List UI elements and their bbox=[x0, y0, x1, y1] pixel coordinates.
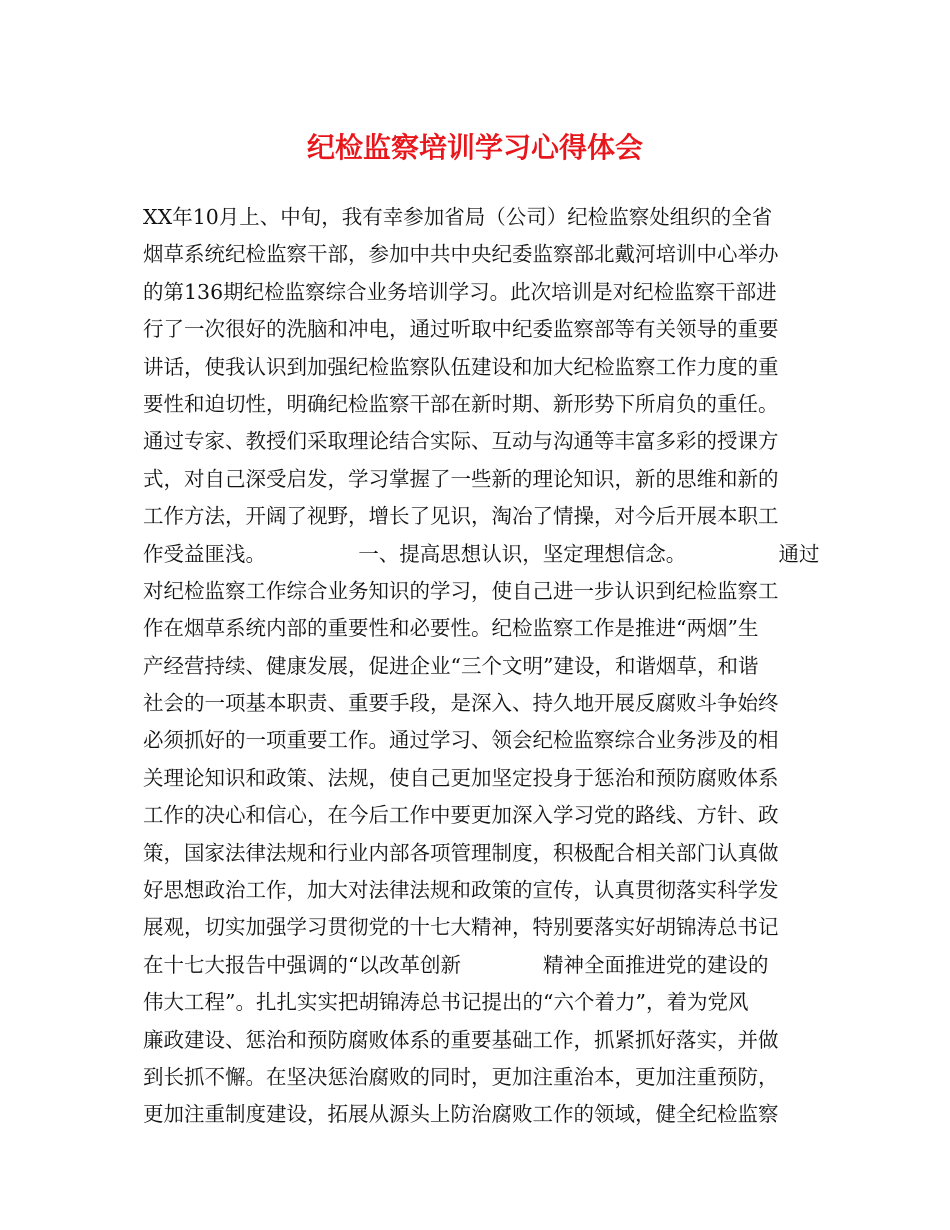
body-line: 讲话，使我认识到加强纪检监察队伍建设和加大纪检监察工作力度的重 bbox=[143, 354, 779, 379]
body-line: 对纪检监察工作综合业务知识的学习，使自己进一步认识到纪检监察工 bbox=[143, 578, 779, 603]
document-title: 纪检监察培训学习心得体会 bbox=[306, 131, 643, 164]
body-line: 产经营持续、健康发展，促进企业“三个文明”建设，和谐烟草，和谐 bbox=[143, 653, 759, 678]
body-line: 式，对自己深受启发，学习掌握了一些新的理论知识，新的思维和新的 bbox=[143, 466, 779, 491]
body-line: 展观，切实加强学习贯彻党的十七大精神，特别要落实好胡锦涛总书记 bbox=[143, 915, 779, 940]
body-line: 行了一次很好的洗脑和冲电，通过听取中纪委监察部等有关领导的重要 bbox=[143, 317, 779, 342]
body-line: 必须抓好的一项重要工作。通过学习、领会纪检监察综合业务涉及的相 bbox=[143, 728, 779, 753]
body-line: 在十七大报告中强调的“以改革创新 精神全面推进党的建设的 bbox=[143, 952, 769, 977]
body-line: 工作方法，开阔了视野，增长了见识，淘冶了情操，对今后开展本职工 bbox=[143, 504, 779, 529]
body-line: 的第136期纪检监察综合业务培训学习。此次培训是对纪检监察干部进 bbox=[143, 279, 777, 304]
body-line: XX年10月上、中旬，我有幸参加省局（公司）纪检监察处组织的全省 bbox=[143, 205, 773, 229]
body-line: 更加注重制度建设，拓展从源头上防治腐败工作的领域，健全纪检监察 bbox=[143, 1102, 779, 1127]
body-line: 通过专家、教授们采取理论结合实际、互动与沟通等丰富多彩的授课方 bbox=[143, 429, 779, 454]
body-line: 社会的一项基本职责、重要手段，是深入、持久地开展反腐败斗争始终 bbox=[143, 691, 779, 716]
document-body bbox=[143, 199, 823, 1134]
body-line: 烟草系统纪检监察干部，参加中共中央纪委监察部北戴河培训中心举办 bbox=[143, 242, 779, 267]
body-line: 廉政建设、惩治和预防腐败体系的重要基础工作，抓紧抓好落实，并做 bbox=[143, 1027, 779, 1052]
body-line: 伟大工程”。扎扎实实把胡锦涛总书记提出的“六个着力”，着为党风 bbox=[143, 990, 749, 1015]
body-line: 作在烟草系统内部的重要性和必要性。纪检监察工作是推进“两烟”生 bbox=[143, 616, 759, 641]
body-line: 要性和迫切性，明确纪检监察干部在新时期、新形势下所肩负的重任。 bbox=[143, 391, 779, 416]
body-line: 关理论知识和政策、法规，使自己更加坚定投身于惩治和预防腐败体系 bbox=[143, 765, 779, 790]
body-line: 策，国家法律法规和行业内部各项管理制度，积极配合相关部门认真做 bbox=[143, 840, 779, 865]
body-line: 好思想政治工作，加大对法律法规和政策的宣传，认真贯彻落实科学发 bbox=[143, 878, 779, 903]
body-line: 工作的决心和信心，在今后工作中要更加深入学习党的路线、方针、政 bbox=[143, 803, 779, 828]
body-line: 到长抓不懈。在坚决惩治腐败的同时，更加注重治本，更加注重预防， bbox=[143, 1064, 779, 1089]
body-line: 作受益匪浅。 一、提高思想认识，坚定理想信念。 通过 bbox=[143, 541, 820, 566]
